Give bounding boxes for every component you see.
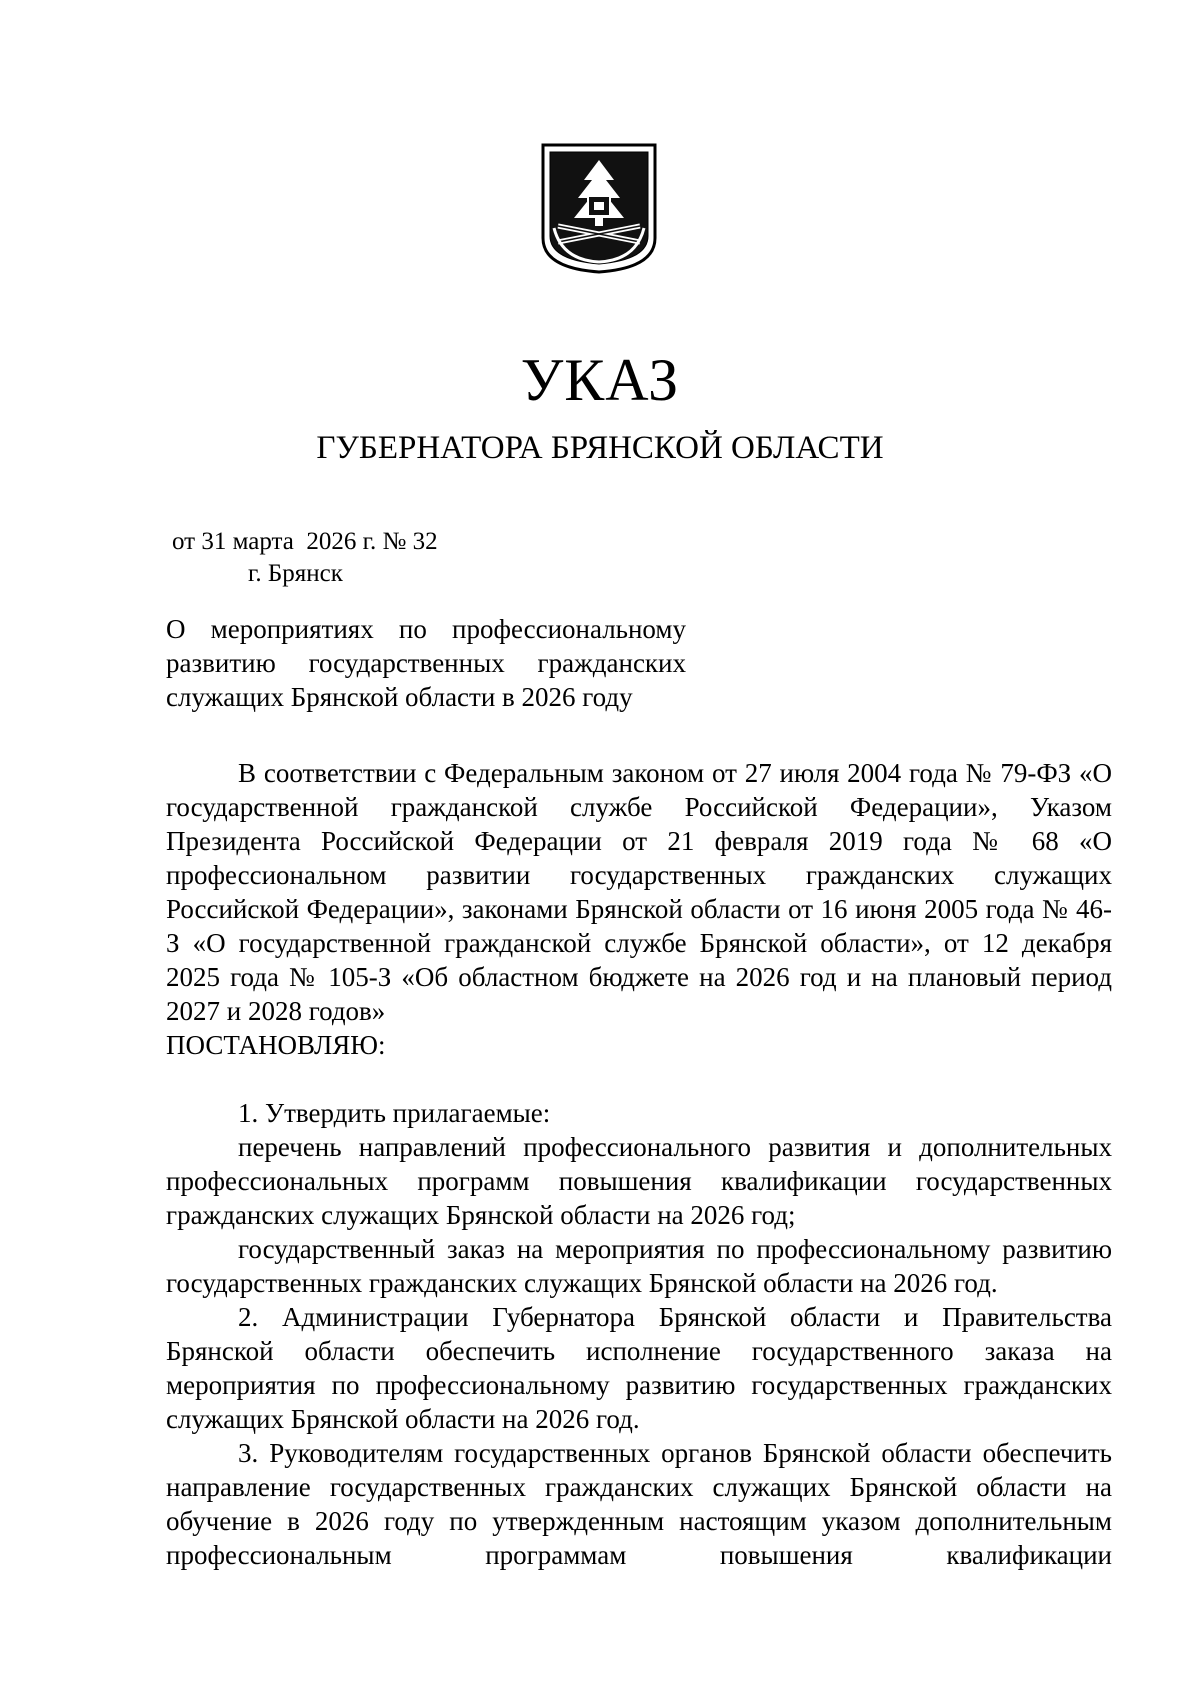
document-subject: О мероприятиях по профессиональному развитию государственных гражданских служащих Брянской области в 2026 году: [166, 614, 686, 712]
document-body: [166, 756, 1112, 1572]
date-and-number: от 31 марта 2026 г. № 32: [172, 528, 438, 555]
city: г. Брянск: [248, 560, 343, 587]
decree-word: ПОСТАНОВЛЯЮ:: [166, 1030, 386, 1060]
item-3: 3. Руководителям государственных органов Брянской области обеспечить направление государственных гражданских служащих Брянской области на обучение в 2026 году по утвержденным настоящим указом дополнительным профессиональным программам повышения квалификации: [166, 1438, 1112, 1570]
preamble: В соответствии с Федеральным законом от 27 июля 2004 года № 79-ФЗ «О государственной гражданской службе Российской Федерации», Указом Президента Российской Федерации от 21 февраля 2019 года № 68 «О профессиональном развитии государственных гражданских служащих Российской Федерации», законами Брянской области от 16 июня 2005 года № 46-З «О государственной гражданской службе Брянской области», от 12 декабря 2025 года № 105-З «Об областном бюджете на 2026 год и на плановый период 2027 и 2028 годов»: [166, 758, 1112, 1026]
document-title: УКАЗ: [520, 347, 680, 413]
item-1-b: государственный заказ на мероприятия по профессиональному развитию государственных гражданских служащих Брянской области на 2026 год.: [166, 1234, 1112, 1298]
document-subtitle: ГУБЕРНАТОРА БРЯНСКОЙ ОБЛАСТИ: [316, 430, 884, 466]
item-1-a: перечень направлений профессионального развития и дополнительных профессиональных программ повышения квалификации государственных гражданских служащих Брянской области на 2026 год;: [166, 1132, 1112, 1230]
coat-of-arms-icon: [540, 142, 658, 274]
item-2: 2. Администрации Губернатора Брянской области и Правительства Брянской области обеспечить исполнение государственного заказа на мероприятия по профессиональному развитию государственных гражданских служащих Брянской области на 2026 год.: [166, 1302, 1112, 1434]
item-1: 1. Утвердить прилагаемые:: [238, 1098, 551, 1128]
